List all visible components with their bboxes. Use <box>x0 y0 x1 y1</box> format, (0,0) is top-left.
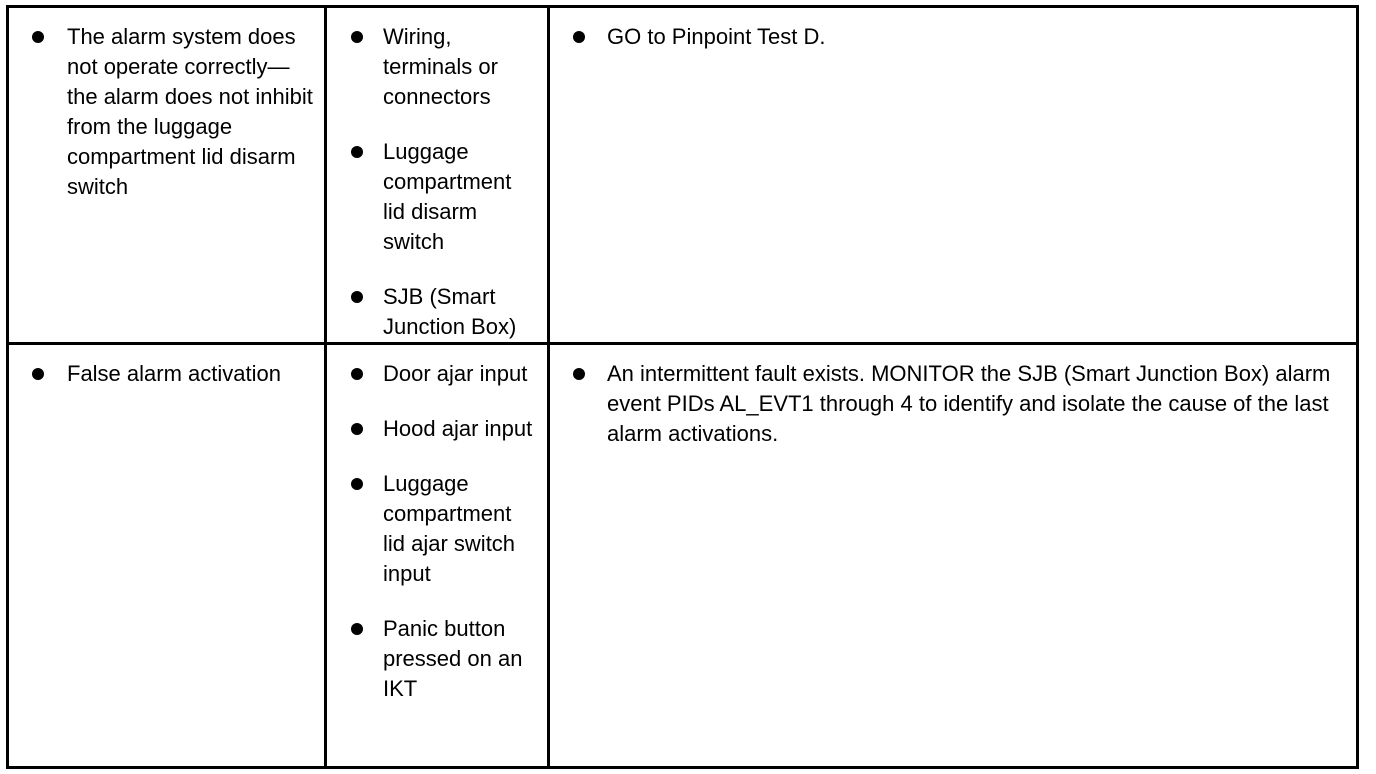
list-item <box>550 359 1346 449</box>
source-text: Luggage compartment lid disarm switch <box>383 139 512 254</box>
action-text: GO to Pinpoint Test D. <box>607 24 826 49</box>
possible-source-cell <box>326 344 549 768</box>
list-item <box>327 469 537 589</box>
list-item <box>550 22 1346 52</box>
bullet-icon <box>351 291 363 303</box>
source-text: Luggage compartment lid ajar switch input <box>383 471 516 586</box>
bullet-icon <box>351 146 363 158</box>
bullet-icon <box>351 623 363 635</box>
list-item <box>327 359 537 389</box>
bullet-icon <box>351 478 363 490</box>
action-cell <box>549 7 1358 344</box>
bullet-icon <box>573 31 585 43</box>
list-item <box>327 614 537 704</box>
condition-text: The alarm system does not operate correctly— the alarm does not inhibit from the luggage compartment lid disarm switch <box>67 24 313 199</box>
list-item <box>327 137 537 257</box>
condition-cell <box>8 344 326 768</box>
list-item <box>9 22 314 202</box>
bullet-icon <box>351 368 363 380</box>
bullet-icon <box>32 368 44 380</box>
list-item <box>327 414 537 444</box>
source-text: SJB (Smart Junction Box) <box>383 284 517 339</box>
table-row <box>8 7 1358 344</box>
symptom-table <box>6 5 1359 769</box>
list-item <box>327 22 537 112</box>
source-text: Wiring, terminals or connectors <box>383 24 498 109</box>
source-text: Hood ajar input <box>383 416 533 441</box>
bullet-icon <box>32 31 44 43</box>
table-row <box>8 344 1358 768</box>
list-item <box>327 282 537 342</box>
list-item <box>9 359 314 389</box>
condition-text: False alarm activation <box>67 361 281 386</box>
bullet-icon <box>573 368 585 380</box>
possible-source-cell <box>326 7 549 344</box>
source-text: Panic button pressed on an IKT <box>383 616 523 701</box>
bullet-icon <box>351 31 363 43</box>
action-text: An intermittent fault exists. MONITOR the SJB (Smart Junction Box) alarm event PIDs AL_EVT1 through 4 to identify and isolate the cause of the last alarm activations. <box>607 361 1331 446</box>
bullet-icon <box>351 423 363 435</box>
action-cell <box>549 344 1358 768</box>
source-text: Door ajar input <box>383 361 528 386</box>
symptom-chart <box>6 5 1356 767</box>
condition-cell <box>8 7 326 344</box>
